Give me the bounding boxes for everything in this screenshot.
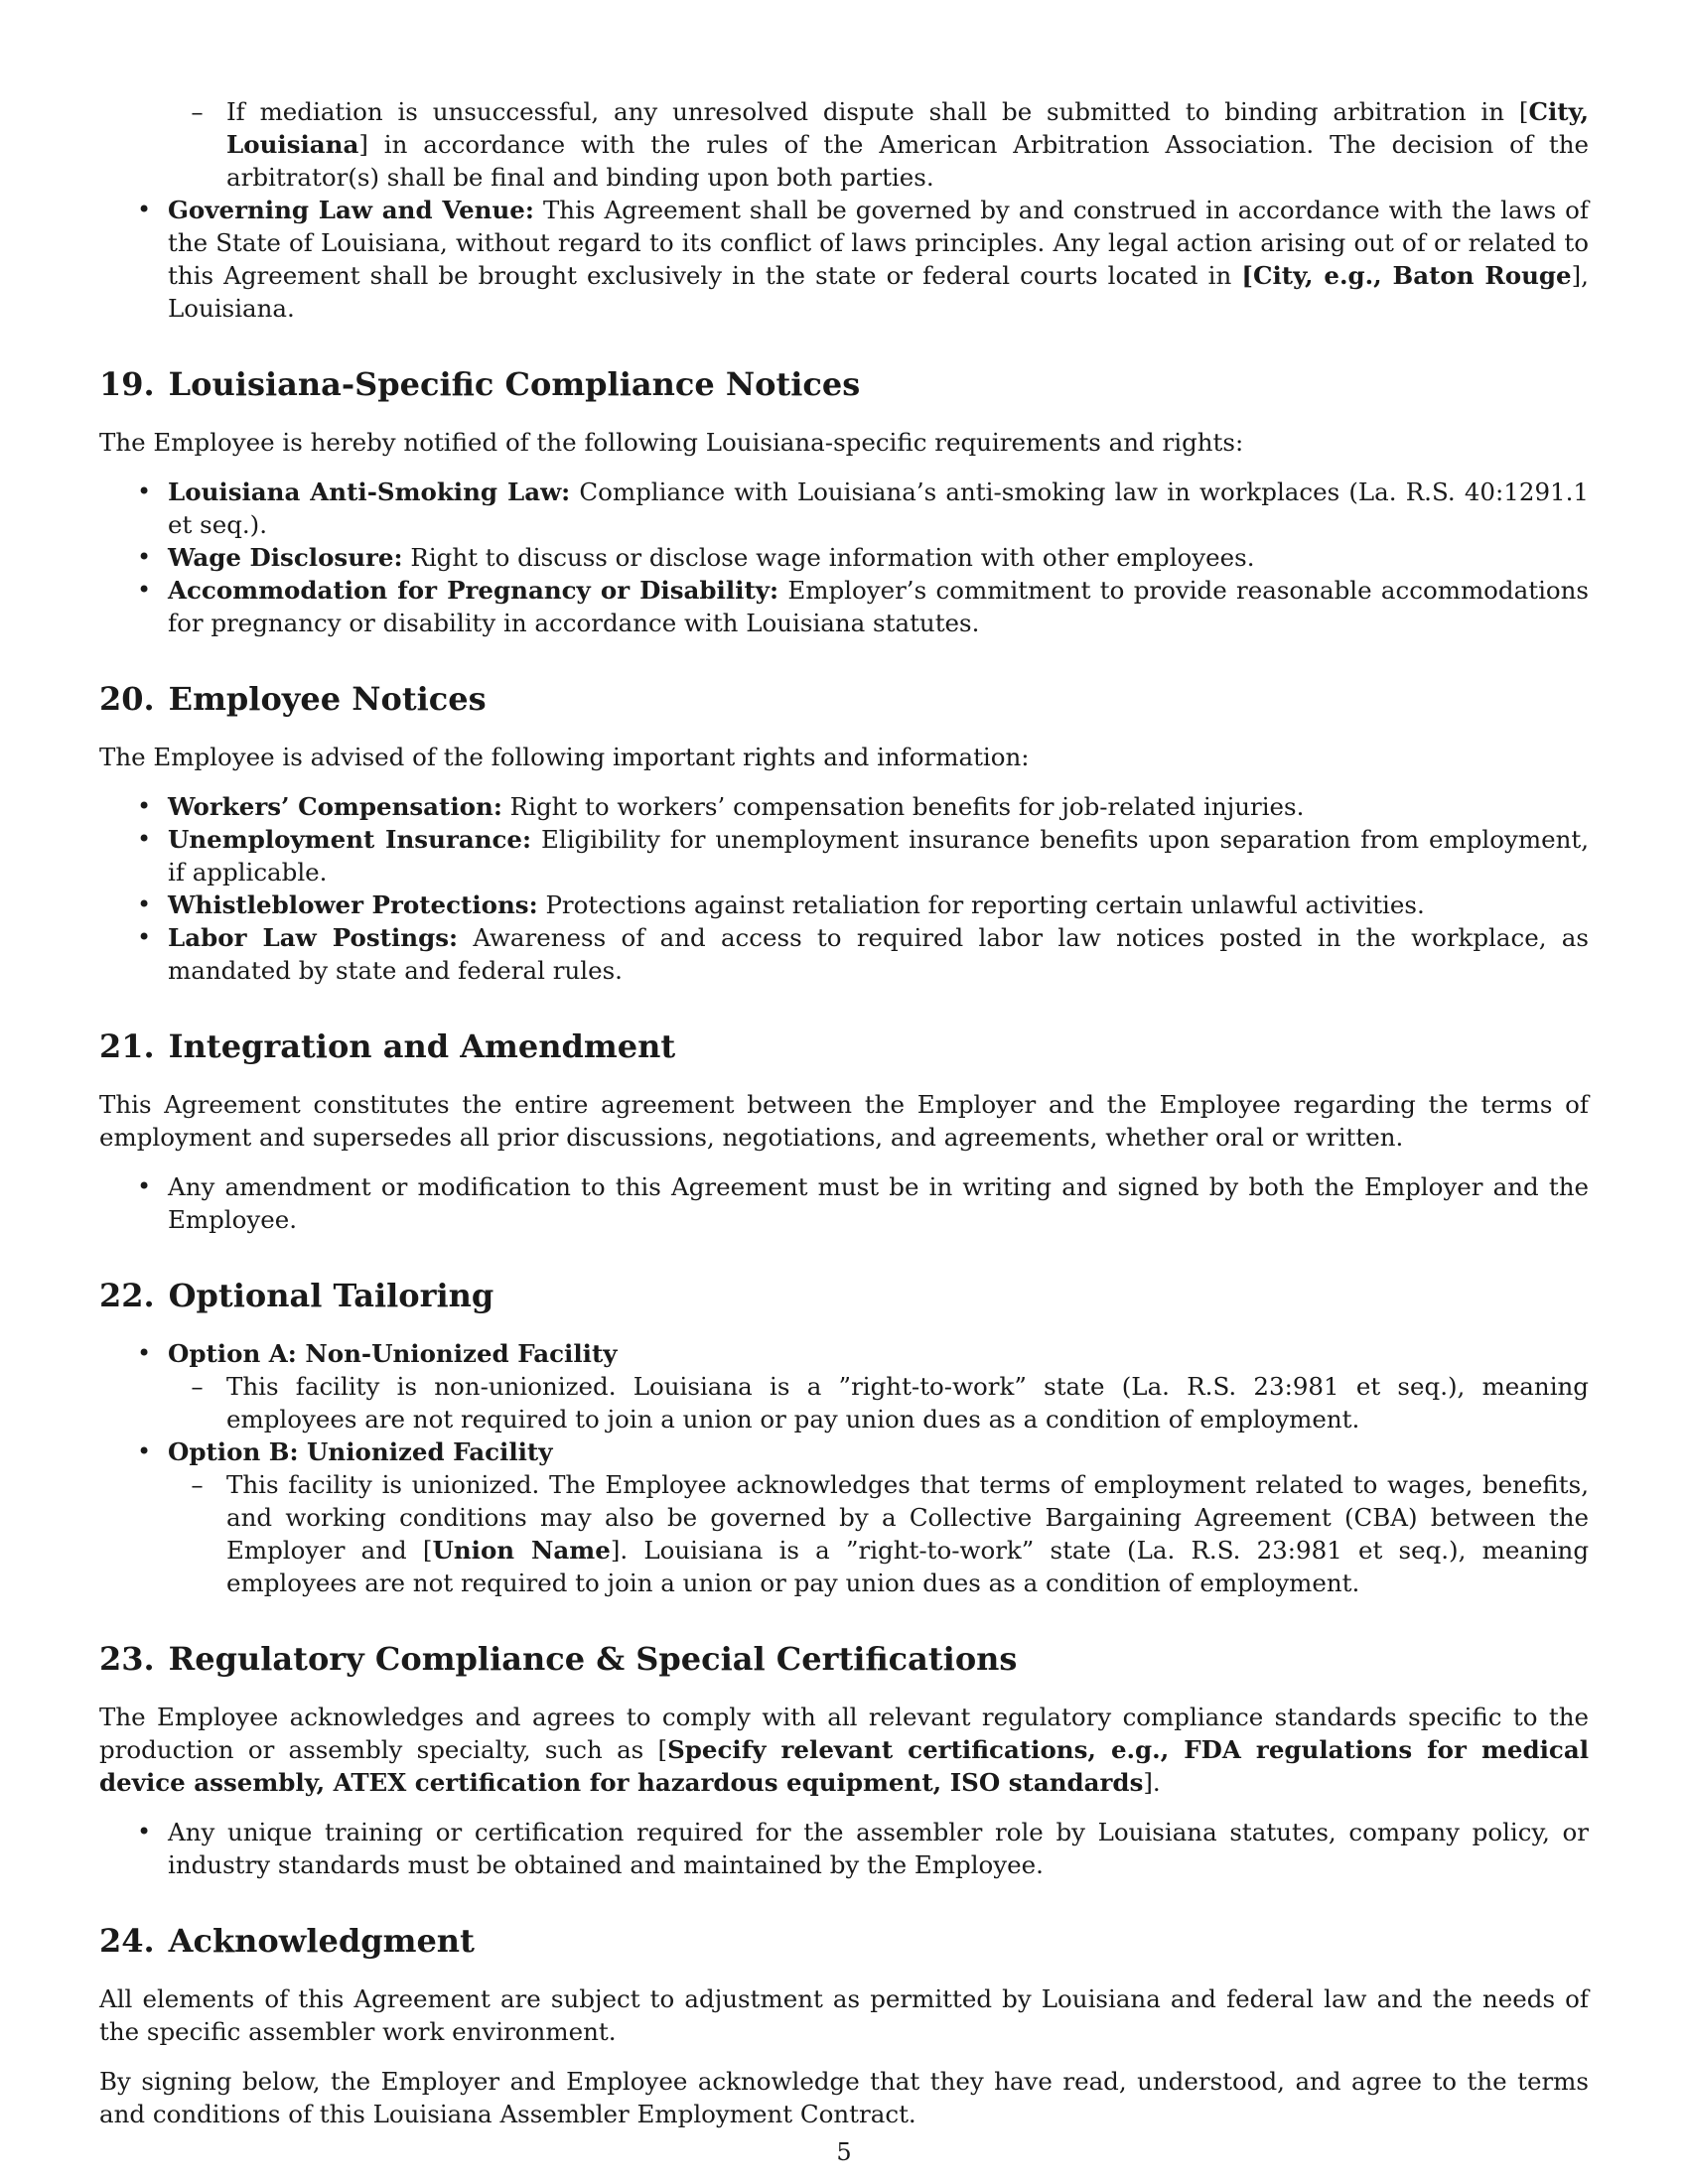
section-title: Employee Notices [168, 680, 487, 718]
item-label: Labor Law Postings: [168, 923, 459, 952]
governing-law-item [99, 194, 1589, 325]
item-text: Compliance with Louisiana’s anti-smoking law in workplaces (La. R.S. 40:1291.1 et seq.). [168, 478, 1589, 539]
governing-list [99, 194, 1589, 325]
item-text: Eligibility for unemployment insurance benefits upon separation from employment, if applicable. [168, 825, 1589, 887]
option-b-text-end: ]. Louisiana is a ”right-to-work” state (La. R.S. 23:981 et seq.), meaning employees are not required to join a union or pay union dues as a condition of employment. [226, 1536, 1589, 1597]
option-a-item [99, 1337, 1589, 1435]
section-title: Regulatory Compliance & Special Certifications [168, 1640, 1018, 1678]
acknowledgment-paragraph: All elements of this Agreement are subject to adjustment as permitted by Louisiana and federal law and the needs of the specific assembler work environment. [99, 1984, 1589, 2046]
section-number: 19. [99, 365, 155, 403]
item-text: Protections against retaliation for reporting certain unlawful activities. [537, 890, 1425, 919]
certifications-placeholder: Specify relevant certifications, e.g., FDA regulations for medical device assembly, ATEX certification for hazardous equipment, ISO standards [99, 1735, 1590, 1797]
section-heading [99, 1026, 1589, 1066]
list-item [99, 921, 1589, 987]
section-intro [99, 1701, 1589, 1799]
section-20 [99, 679, 1589, 987]
governing-law-text: This Agreement shall be governed by and construed in accordance with the laws of the State of Louisiana, without regard to its conflict of laws principles. Any legal action arising out of or related to this Agreement shall be brought exclusively in the state or federal courts located in [168, 196, 1589, 290]
certification-list [99, 1816, 1589, 1881]
section-intro: The Employee is advised of the following important rights and information: [99, 743, 1030, 771]
list-item: • Any unique training or certification required for the assembler role by Louisiana statutes, company policy, or industry standards must be obtained and maintained by the Employee. [99, 1816, 1589, 1881]
option-a-sublist [168, 1370, 1589, 1435]
venue-city-placeholder: [City, e.g., Baton Rouge [1241, 261, 1572, 290]
section-heading [99, 364, 1589, 404]
document-page [99, 95, 1589, 2170]
option-a-label: Option A: Non-Unionized Facility [168, 1339, 618, 1368]
governing-law-text-end: ], Louisiana. [168, 261, 1589, 323]
option-b-label: Option B: Unionized Facility [168, 1437, 553, 1466]
list-item [99, 888, 1589, 921]
section-22 [99, 1276, 1589, 1599]
section-title: Optional Tailoring [168, 1277, 494, 1314]
list-item [99, 574, 1589, 639]
arbitration-text: If mediation is unsuccessful, any unresolved dispute shall be submitted to binding arbitration in [ [226, 97, 1529, 126]
section-24 [99, 1921, 1589, 2130]
section-21 [99, 1026, 1589, 1236]
item-label: Whistleblower Protections: [168, 890, 538, 919]
section-heading [99, 1639, 1589, 1679]
section-23 [99, 1639, 1589, 1881]
option-b-item [99, 1435, 1589, 1599]
list-item [99, 541, 1589, 574]
section-heading [99, 1921, 1589, 1961]
list-item [99, 823, 1589, 888]
tailoring-options-list [99, 1337, 1589, 1599]
intro-text-end: ]. [1143, 1768, 1161, 1797]
section-heading [99, 679, 1589, 719]
signing-paragraph: By signing below, the Employer and Employee acknowledge that they have read, understood, and agree to the terms and conditions of this Louisiana Assembler Employment Contract. [99, 2067, 1589, 2128]
section-18-continuation [99, 95, 1589, 325]
list-item [99, 476, 1589, 541]
option-b-sublist [168, 1468, 1589, 1599]
option-b-text [168, 1468, 1589, 1599]
governing-law-label: Governing Law and Venue: [168, 196, 534, 224]
arbitration-text-end: ] in accordance with the rules of the American Arbitration Association. The decision of the arbitrator(s) shall be final and binding upon both parties. [226, 130, 1589, 192]
option-b-text-start: This facility is unionized. The Employee acknowledges that terms of employment related to wages, benefits, and working conditions may also be governed by a Collective Bargaining Agreement (CBA) between the Employer and [ [226, 1470, 1589, 1565]
amendment-list [99, 1170, 1589, 1236]
intro-text: The Employee acknowledges and agrees to comply with all relevant regulatory compliance standards specific to the production or assembly specialty, such as [ [99, 1703, 1589, 1764]
page-number: 5 [836, 2138, 852, 2166]
section-intro: This Agreement constitutes the entire agreement between the Employer and the Employee regarding the terms of employment and supersedes all prior discussions, negotiations, and agreements, whether oral or written. [99, 1090, 1589, 1152]
section-title: Acknowledgment [168, 1922, 475, 1960]
section-number: 23. [99, 1640, 155, 1678]
section-number: 21. [99, 1027, 155, 1065]
section-number: 20. [99, 680, 155, 718]
option-a-text: – This facility is non-unionized. Louisiana is a ”right-to-work” state (La. R.S. 23:981 et seq.), meaning employees are not required to join a union or pay union dues as a condition of employment. [168, 1370, 1589, 1435]
item-text: Employer’s commitment to provide reasonable accommodations for pregnancy or disability in accordance with Louisiana statutes. [168, 576, 1590, 637]
item-label: Wage Disclosure: [168, 543, 403, 572]
employee-notices-list [99, 790, 1589, 987]
compliance-notices-list [99, 476, 1589, 639]
section-title: Integration and Amendment [168, 1027, 676, 1065]
list-item: • Any amendment or modification to this Agreement must be in writing and signed by both the Employer and the Employee. [99, 1170, 1589, 1236]
item-text: Right to workers’ compensation benefits for job-related injuries. [501, 792, 1305, 821]
item-label: Unemployment Insurance: [168, 825, 532, 854]
item-label: Louisiana Anti-Smoking Law: [168, 478, 571, 506]
arbitration-list [168, 95, 1589, 194]
section-heading [99, 1276, 1589, 1315]
union-name-placeholder: Union Name [432, 1536, 611, 1565]
section-title: Louisiana-Specific Compliance Notices [168, 365, 861, 403]
item-label: Workers’ Compensation: [168, 792, 502, 821]
section-number: 22. [99, 1277, 155, 1314]
list-item [99, 790, 1589, 823]
section-19 [99, 364, 1589, 639]
item-label: Accommodation for Pregnancy or Disability: [168, 576, 779, 605]
item-text: Right to discuss or disclose wage information with other employees. [402, 543, 1255, 572]
section-intro: The Employee is hereby notified of the following Louisiana-specific requirements and rights: [99, 428, 1244, 457]
section-number: 24. [99, 1922, 155, 1960]
item-text: Awareness of and access to required labor law notices posted in the workplace, as mandated by state and federal rules. [168, 923, 1589, 985]
arbitration-city-placeholder: City, Louisiana [226, 97, 1589, 159]
arbitration-item [168, 95, 1589, 194]
